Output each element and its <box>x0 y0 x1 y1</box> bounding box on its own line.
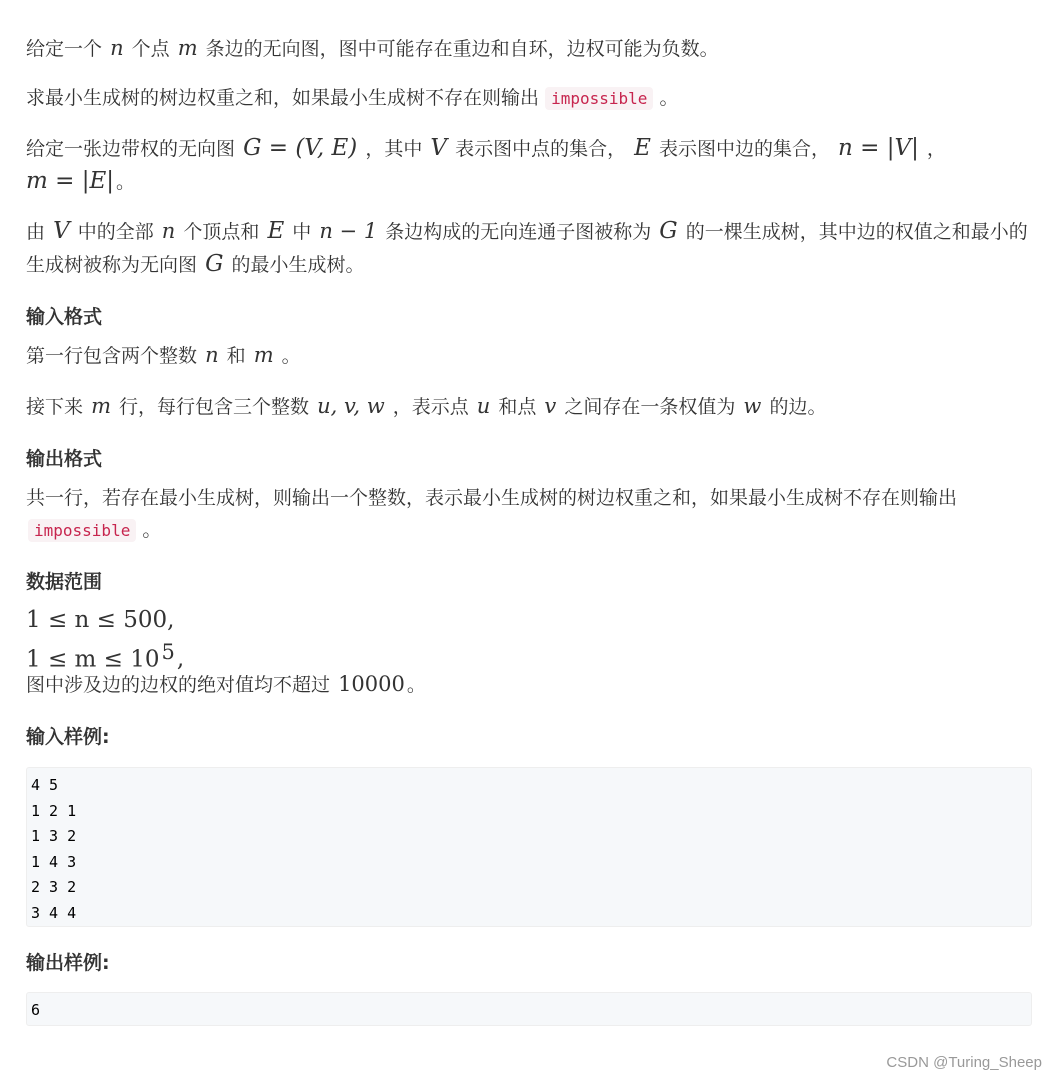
text: ，其中 <box>365 138 423 160</box>
sample-input-code-block[interactable]: 4 5 1 2 1 1 3 2 1 4 3 2 3 2 3 4 4 <box>26 767 1032 927</box>
math-v: v <box>544 394 557 418</box>
math-n-range: 1 ≤ n ≤ 500, <box>26 607 175 633</box>
text: 个点 <box>131 38 170 60</box>
text: 的一棵生成树，其中边的权值之和最小的生成树被称为无向图 <box>26 221 1028 276</box>
math-n-minus-1: n − 1 <box>319 219 378 243</box>
output-format-text <box>26 482 1032 547</box>
text: 由 <box>26 221 46 243</box>
data-range-heading: 数据范围 <box>26 571 103 593</box>
description-paragraph-1 <box>26 32 1032 65</box>
inline-code-impossible: impossible <box>545 87 653 110</box>
math-n: n <box>110 36 124 60</box>
math-e: E <box>634 135 651 161</box>
math-10000: 10000 <box>338 672 405 696</box>
text: 表示图中边的集合， <box>658 138 830 160</box>
data-range-line-3 <box>26 668 1032 701</box>
text: 。 <box>142 519 162 541</box>
description-paragraph-3 <box>26 132 1032 198</box>
inline-code-impossible: impossible <box>28 519 136 542</box>
text: 之间存在一条权值为 <box>564 396 736 418</box>
text: ，表示点 <box>392 396 469 418</box>
math-v: V <box>53 218 70 244</box>
math-u-v-w: u, v, w <box>317 394 385 418</box>
text: 图中涉及边的边权的绝对值均不超过 <box>26 674 331 696</box>
math-e: E <box>267 218 285 244</box>
data-range-line-1 <box>26 604 1032 637</box>
text: 和 <box>226 345 246 367</box>
text: 的最小生成树。 <box>231 254 365 276</box>
math-n-equals-v: n = |V| <box>838 135 919 161</box>
text: 中 <box>292 221 312 243</box>
text: 条边的无向图，图中可能存在重边和自环，边权可能为负数。 <box>205 38 719 60</box>
text: 个顶点和 <box>183 221 260 243</box>
text: 行，每行包含三个整数 <box>119 396 310 418</box>
math-g: G <box>205 251 224 277</box>
description-paragraph-4 <box>26 215 1032 281</box>
math-m: m <box>177 36 198 60</box>
description-paragraph-2 <box>26 82 1032 115</box>
text: 给定一个 <box>26 38 103 60</box>
text: 条边构成的无向连通子图被称为 <box>385 221 652 243</box>
text: 中的全部 <box>77 221 154 243</box>
sample-input-heading: 输入样例: <box>26 726 110 748</box>
text: 给定一张边带权的无向图 <box>26 138 236 160</box>
math-graph-definition: G = (V, E) <box>243 135 358 161</box>
text: 。 <box>116 171 136 193</box>
text: 。 <box>281 345 301 367</box>
input-format-line-1 <box>26 339 1032 372</box>
text: 求最小生成树的树边权重之和，如果最小生成树不存在则输出 <box>26 87 540 109</box>
sample-output-heading: 输出样例: <box>26 952 110 974</box>
sample-output-code-block[interactable]: 6 <box>26 992 1032 1026</box>
math-v: V <box>430 135 448 161</box>
text: 。 <box>406 674 426 696</box>
math-m-equals-e: m = |E| <box>26 168 114 194</box>
input-format-heading: 输入格式 <box>26 306 103 328</box>
math-u: u <box>476 394 491 418</box>
text: , <box>176 646 185 673</box>
math-exponent: 5 <box>161 640 175 664</box>
text: 共一行，若存在最小生成树，则输出一个整数，表示最小生成树的树边权重之和，如果最小生成树不存在则输出 <box>26 487 958 509</box>
text: 。 <box>659 87 679 109</box>
math-g: G <box>659 218 678 244</box>
input-format-line-2 <box>26 390 1032 423</box>
math-n: n <box>161 219 176 243</box>
text: 第一行包含两个整数 <box>26 345 198 367</box>
text: 表示图中点的集合， <box>455 138 627 160</box>
text: ， <box>926 138 946 160</box>
math-m: m <box>253 343 274 367</box>
math-w: w <box>743 394 762 418</box>
math-n: n <box>205 343 219 367</box>
math-m: m <box>91 394 111 418</box>
text: 接下来 <box>26 396 84 418</box>
text: 和点 <box>498 396 537 418</box>
math-m-range: 1 ≤ m ≤ 10 <box>26 646 160 673</box>
output-format-heading: 输出格式 <box>26 448 103 470</box>
text: 的边。 <box>769 396 827 418</box>
watermark: CSDN @Turing_Sheep <box>886 1054 1042 1071</box>
